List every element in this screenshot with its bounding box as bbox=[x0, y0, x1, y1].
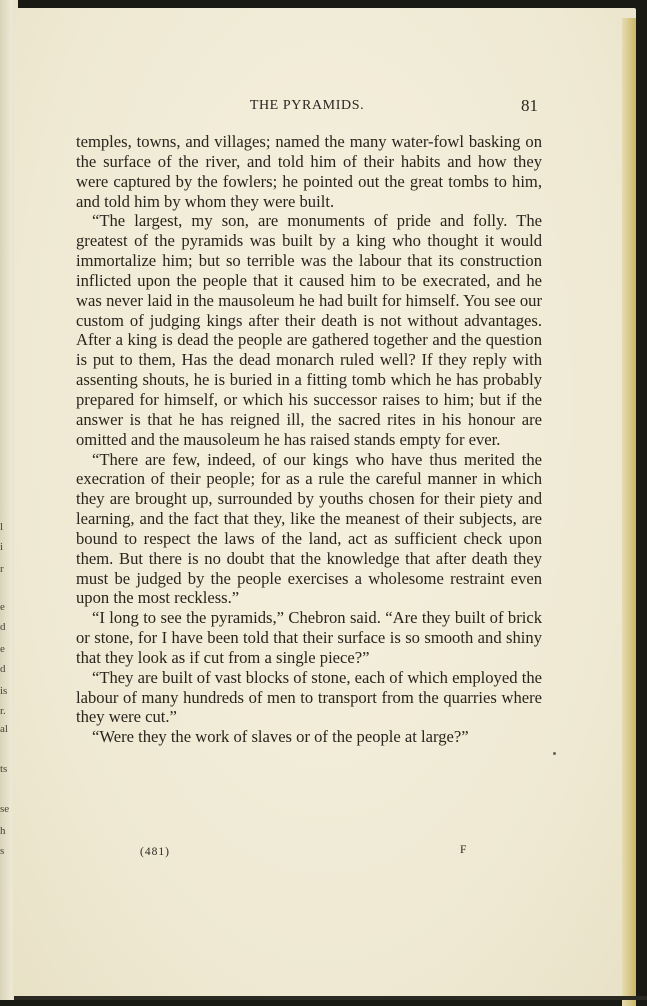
page-header bbox=[76, 98, 538, 120]
gutter-fragment: e bbox=[0, 643, 5, 655]
gutter-fragment: s bbox=[0, 845, 5, 857]
book-bottom-edge bbox=[14, 996, 647, 1000]
paragraph: “There are few, indeed, of our kings who have thus merited the execration of their people; for as a rule the careful manner in which they are brought up, surrounded by youths chosen for their piety and learning, and the fact that they, like the meanest of their subjects, are bound to respect the laws of the land, act as sufficient check upon them. But there is no doubt that the knowledge that after death they must be judged by the people exercises a wholesome restraint even upon the most reckless.” bbox=[76, 449, 542, 608]
page-footer bbox=[76, 846, 542, 864]
gutter-fragment: se bbox=[0, 803, 10, 815]
gutter-fragment: r bbox=[0, 563, 4, 575]
gathering-mark: F bbox=[460, 844, 467, 856]
book-page bbox=[14, 8, 636, 998]
ink-speck bbox=[553, 752, 556, 755]
gutter-fragment: is bbox=[0, 685, 8, 697]
paragraph: “They are built of vast blocks of stone, each of which employed the labour of many hundreds of men to transport from the quarries where they were cut.” bbox=[76, 667, 542, 727]
printer-signature: (481) bbox=[140, 846, 170, 858]
paragraph: “Were they the work of slaves or of the people at large?” bbox=[92, 727, 469, 747]
gutter-fragment: l bbox=[0, 521, 4, 533]
paragraph: temples, towns, and villages; named the many water-fowl basking on the surface of the river, and told him of their habits and how they were captured by the fowlers; he pointed out the great tombs to him, and told him by whom they were built. bbox=[76, 132, 542, 211]
gutter-fragment: d bbox=[0, 663, 6, 675]
gutter-fragment: r. bbox=[0, 705, 6, 717]
gutter-fragment: d bbox=[0, 621, 6, 633]
gutter-fragment: ts bbox=[0, 763, 8, 775]
gutter-fragment: i bbox=[0, 541, 4, 553]
page-edge bbox=[622, 18, 636, 1006]
running-head: THE PYRAMIDS. bbox=[249, 98, 365, 113]
gutter-fragment: e bbox=[0, 601, 5, 613]
gutter-fragment: h bbox=[0, 825, 6, 837]
paragraph: “I long to see the pyramids,” Chebron said. “Are they built of brick or stone, for I have been told that their surface is so smooth and shiny that they look as if cut from a single piece?” bbox=[76, 608, 542, 667]
gutter-fragment: al bbox=[0, 723, 8, 735]
body-text bbox=[76, 132, 542, 747]
paragraph: “The largest, my son, are monuments of pride and folly. The greatest of the pyramids was built by a king who thought it would immortalize him; but so terrible was the labour that its construction inflicted upon the people that it caused him to be execrated, and he was never laid in the mausoleum he had built for himself. You see our custom of judging kings after their death is not without advantages. After a king is dead the people are gathered together and the question is put to them, Has the dead monarch ruled well? If they reply with assenting shouts, he is buried in a fitting tomb which he has probably prepared for himself, or which his successor raises to him; but if the answer is that he has reigned ill, the sacred rites in his honour are omitted and the mausoleum he has raised stands empty for ever. bbox=[76, 211, 542, 449]
page-number: 81 bbox=[521, 96, 538, 115]
